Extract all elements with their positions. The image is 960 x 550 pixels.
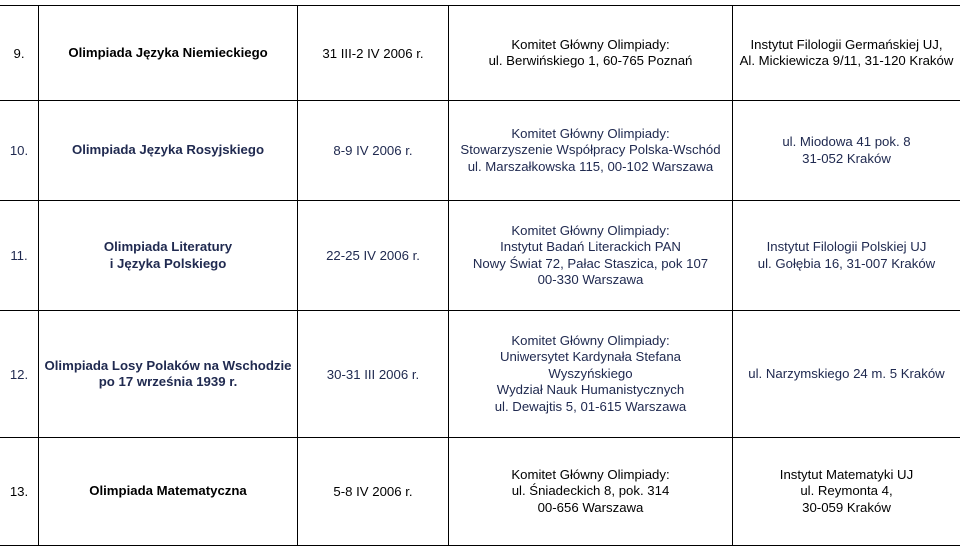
table-row: [0, 438, 960, 545]
olympiad-name: [39, 101, 297, 200]
venue-address: [733, 101, 960, 200]
venue-line: Instytut Filologii Germańskiej UJ,: [750, 36, 943, 52]
committee-line: Komitet Główny Olimpiady:: [511, 36, 670, 52]
olympiad-date: 22-25 IV 2006 r.: [326, 248, 420, 263]
olympiad-name: [39, 311, 297, 437]
venue-line: 31-052 Kraków: [802, 150, 891, 166]
venue-address: [733, 311, 960, 437]
committee-line: Komitet Główny Olimpiady:: [511, 222, 670, 238]
committee-line: Wyszyńskiego: [548, 365, 633, 381]
committee-line: Wydział Nauk Humanistycznych: [496, 382, 685, 398]
olympiad-name: [39, 201, 297, 310]
committee-line: Uniwersytet Kardynała Stefana: [499, 349, 682, 365]
committee-line: Instytut Badań Literackich PAN: [500, 239, 681, 254]
committee-line: Stowarzyszenie Współpracy Polska-Wschód: [460, 142, 721, 158]
olympiad-date: 8-9 IV 2006 r.: [333, 143, 413, 158]
venue-line: ul. Narzymskiego 24 m. 5 Kraków: [748, 365, 945, 381]
olympiad-name-line: po 17 września 1939 r.: [98, 374, 238, 389]
committee-line: ul. Śniadeckich 8, pok. 314: [511, 483, 670, 499]
olympiad-name-line: Olimpiada Języka Niemieckiego: [68, 44, 268, 60]
committee-address: [449, 311, 732, 437]
committee-line: Komitet Główny Olimpiady:: [511, 466, 670, 482]
table-row: [0, 201, 960, 310]
olympiad-name: [39, 438, 297, 545]
venue-line: Al. Mickiewicza 9/11, 31-120 Kraków: [739, 53, 954, 68]
venue-line: ul. Miodowa 41 pok. 8: [782, 134, 911, 149]
committee-address: [449, 438, 732, 545]
olympiad-name-line: Olimpiada Matematyczna: [89, 483, 247, 499]
committee-line: 00-656 Warszawa: [537, 499, 644, 515]
venue-line: ul. Reymonta 4,: [800, 483, 893, 499]
olympiad-date: 5-8 IV 2006 r.: [333, 484, 413, 499]
venue-line: ul. Gołębia 16, 31-007 Kraków: [757, 255, 936, 271]
committee-line: ul. Dewajtis 5, 01-615 Warszawa: [494, 398, 687, 414]
venue-line: Instytut Matematyki UJ: [779, 466, 914, 482]
row-number: 9.: [13, 45, 25, 61]
table-border: [0, 545, 960, 546]
olympiad-name-line: Olimpiada Literatury: [103, 239, 233, 254]
olympiad-name: [39, 6, 297, 100]
committee-line: Komitet Główny Olimpiady:: [511, 125, 670, 141]
row-number: 10.: [9, 143, 29, 158]
venue-address: [733, 438, 960, 545]
committee-address: [449, 201, 732, 310]
olympiad-name-line: Olimpiada Języka Rosyjskiego: [71, 142, 265, 158]
venue-address: [733, 6, 960, 100]
row-number: 11.: [10, 248, 28, 263]
committee-address: [449, 101, 732, 200]
table-row: [0, 101, 960, 200]
table-row: [0, 311, 960, 437]
olympiad-name-line: Olimpiada Losy Polaków na Wschodzie: [44, 357, 292, 373]
row-number: 13.: [9, 484, 29, 499]
venue-address: [733, 201, 960, 310]
committee-line: Komitet Główny Olimpiady:: [511, 332, 670, 348]
committee-line: ul. Marszałkowska 115, 00-102 Warszawa: [467, 158, 714, 174]
olympiad-date: 31 III-2 IV 2006 r.: [322, 45, 424, 61]
committee-line: ul. Berwińskiego 1, 60-765 Poznań: [488, 53, 693, 68]
venue-line: Instytut Filologii Polskiej UJ: [766, 239, 927, 254]
venue-line: 30-059 Kraków: [802, 499, 891, 515]
committee-line: Nowy Świat 72, Pałac Staszica, pok 107: [472, 255, 709, 271]
olympiad-name-line: i Języka Polskiego: [109, 255, 227, 271]
olympiad-date: 30-31 III 2006 r.: [326, 366, 420, 382]
row-number: 12.: [9, 366, 29, 382]
committee-address: [449, 6, 732, 100]
committee-line: 00-330 Warszawa: [537, 272, 644, 287]
table-row: [0, 6, 960, 100]
